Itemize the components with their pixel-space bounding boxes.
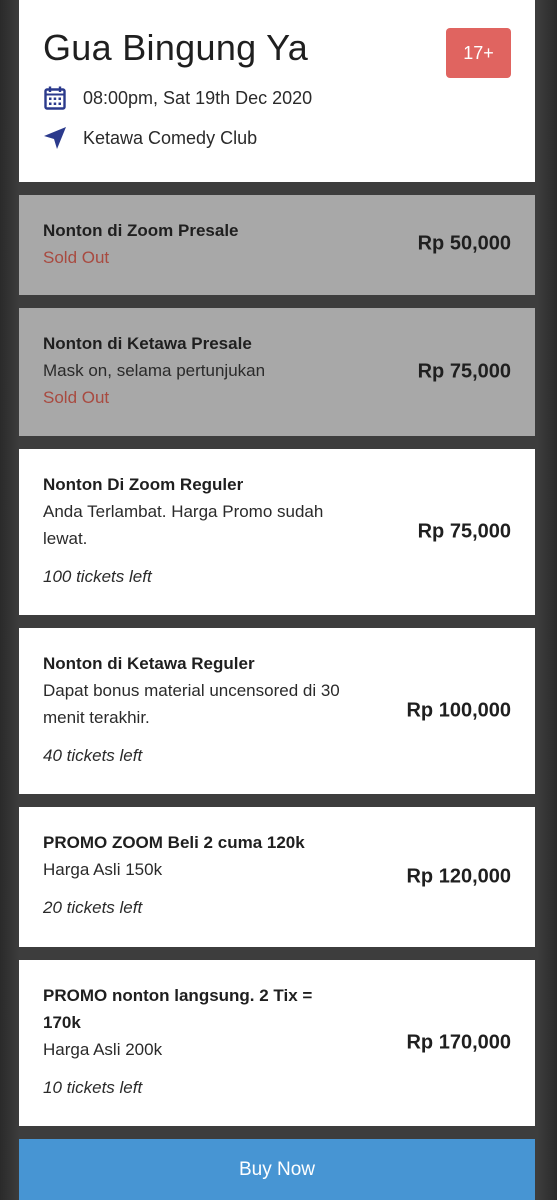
event-title: Gua Bingung Ya xyxy=(43,27,309,68)
event-venue: Ketawa Comedy Club xyxy=(83,127,258,148)
tickets-left: 20 tickets left xyxy=(43,898,143,917)
ticket-price: Rp 50,000 xyxy=(417,232,511,255)
ticket-info xyxy=(43,330,343,411)
tickets-left: 40 tickets left xyxy=(43,746,143,765)
ticket-price: Rp 120,000 xyxy=(406,865,511,888)
ticket-description: Harga Asli 200k xyxy=(43,1040,163,1059)
event-header xyxy=(19,0,535,182)
ticket-price: Rp 75,000 xyxy=(417,360,511,383)
ticket-option[interactable] xyxy=(19,807,535,947)
ticket-info xyxy=(43,471,333,590)
ticket-info xyxy=(43,829,373,921)
ticket-description: Harga Asli 150k xyxy=(43,860,163,879)
ticket-option[interactable] xyxy=(19,195,535,295)
navigation-arrow-icon xyxy=(43,126,67,150)
ticket-info xyxy=(43,982,333,1101)
event-date-row xyxy=(43,86,312,110)
ticket-name: Nonton Di Zoom Reguler xyxy=(43,475,244,494)
sold-out-label: Sold Out xyxy=(43,248,110,267)
ticket-option[interactable] xyxy=(19,960,535,1126)
tickets-left: 10 tickets left xyxy=(43,1078,143,1097)
ticket-name: Nonton di Ketawa Presale xyxy=(43,334,252,353)
event-datetime: 08:00pm, Sat 19th Dec 2020 xyxy=(83,87,313,108)
ticket-description: Anda Terlambat. Harga Promo sudah lewat. xyxy=(43,502,324,548)
ticket-name: PROMO ZOOM Beli 2 cuma 120k xyxy=(43,833,305,852)
ticket-info xyxy=(43,217,343,271)
ticket-name: Nonton di Zoom Presale xyxy=(43,221,239,240)
tickets-left: 100 tickets left xyxy=(43,567,152,586)
ticket-price: Rp 170,000 xyxy=(406,1031,511,1054)
event-venue-row xyxy=(43,126,257,150)
ticket-description: Mask on, selama pertunjukan xyxy=(43,361,266,380)
age-rating-badge: 17+ xyxy=(446,28,511,78)
ticket-info xyxy=(43,650,343,769)
ticket-description: Dapat bonus material uncensored di 30 menit terakhir. xyxy=(43,681,340,727)
calendar-icon xyxy=(43,86,67,110)
ticket-name: Nonton di Ketawa Reguler xyxy=(43,654,255,673)
ticket-price: Rp 100,000 xyxy=(406,699,511,722)
buy-now-button[interactable]: Buy Now xyxy=(19,1139,535,1200)
ticket-option[interactable] xyxy=(19,308,535,436)
ticket-name: PROMO nonton langsung. 2 Tix = 170k xyxy=(43,986,313,1032)
ticket-price: Rp 75,000 xyxy=(417,520,511,543)
ticket-option[interactable] xyxy=(19,628,535,794)
ticket-option[interactable] xyxy=(19,449,535,615)
sold-out-label: Sold Out xyxy=(43,388,110,407)
